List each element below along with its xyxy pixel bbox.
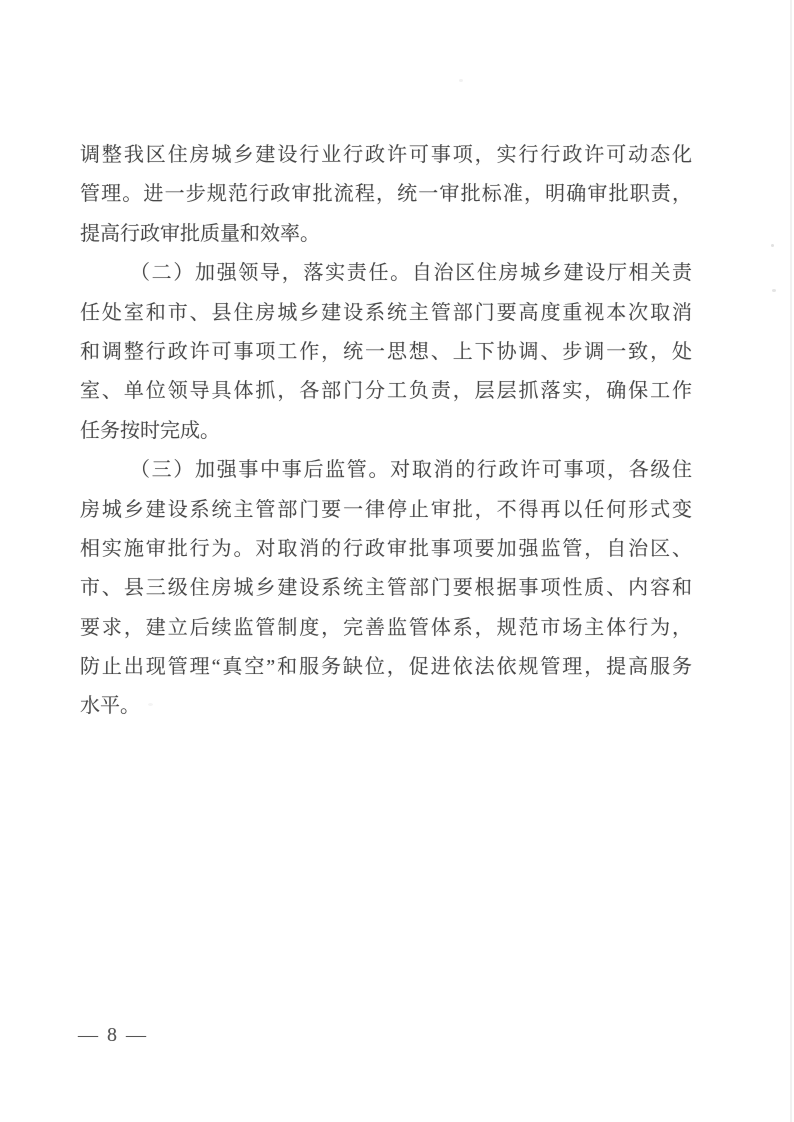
document-line: 提高行政审批质量和效率。 xyxy=(80,222,320,245)
document-line: 要求，建立后续监管制度，完善监管体系，规范市场主体行为， xyxy=(80,616,692,639)
scan-speck xyxy=(771,244,774,247)
scan-edge-shadow xyxy=(790,0,792,1122)
document-line: 水平。 xyxy=(80,695,140,718)
document-line: （二）加强领导，落实责任。自治区住房城乡建设厅相关责 xyxy=(130,262,692,285)
scan-speck xyxy=(459,79,463,82)
document-line: 管理。进一步规范行政审批流程，统一审批标准，明确审批职责， xyxy=(80,183,692,206)
document-line: 室、单位领导具体抓，各部门分工负责，层层抓落实，确保工作 xyxy=(80,380,692,403)
document-line: 任务按时完成。 xyxy=(80,419,220,442)
scan-speck xyxy=(772,289,776,292)
document-line: 调整我区住房城乡建设行业行政许可事项，实行行政许可动态化 xyxy=(80,144,692,166)
scan-speck xyxy=(148,703,153,706)
document-line: 相实施审批行为。对取消的行政审批事项要加强监管，自治区、 xyxy=(80,537,692,560)
document-line: 防止出现管理“真空”和服务缺位，促进依法依规管理，提高服务 xyxy=(80,656,692,679)
document-line: 房城乡建设系统主管部门要一律停止审批，不得再以任何形式变 xyxy=(80,498,692,521)
document-line: 市、县三级住房城乡建设系统主管部门要根据事项性质、内容和 xyxy=(80,577,692,600)
document-line: 和调整行政许可事项工作，统一思想、上下协调、步调一致，处 xyxy=(80,340,692,363)
document-line: （三）加强事中事后监管。对取消的行政许可事项，各级住 xyxy=(130,459,692,482)
text-block xyxy=(80,136,692,727)
page-number: — 8 — xyxy=(78,1024,148,1046)
document-line: 任处室和市、县住房城乡建设系统主管部门要高度重视本次取消 xyxy=(80,301,692,324)
